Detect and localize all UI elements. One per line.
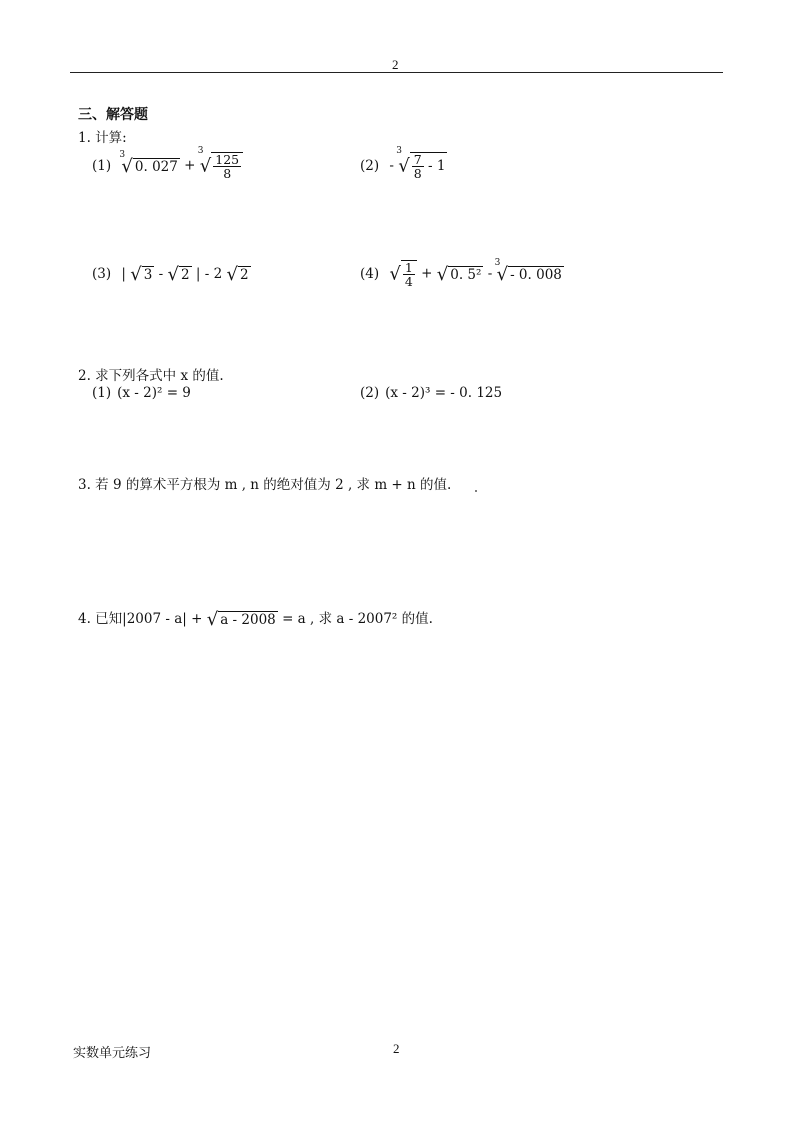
q4-stem: 4. 已知|2007 - a| + √ a - 2008 = a , 求 a - 2007² 的值. [78, 609, 433, 630]
q2-part2: (2) (x - 2)³ = - 0. 125 [360, 385, 503, 401]
section-title: 三、解答题 [78, 107, 148, 123]
q2-part1: (1) (x - 2)² = 9 [92, 385, 191, 401]
q1-part4-label: (4) [360, 265, 380, 282]
footer-page-number: 2 [393, 1041, 400, 1056]
q1-part4: (4) √ $\frac{1}{4}$ + √ 0. 5² - 3 √ - 0. 008 [360, 257, 562, 290]
cube-root-b: 3 √ $\frac{125}{8}$ [200, 152, 243, 180]
q2-stem: 2. 求下列各式中 x 的值. [78, 368, 224, 384]
q1-part1-label: (1) [92, 157, 112, 174]
q1-part3-label: (3) [92, 266, 112, 282]
scan-speck [475, 490, 477, 492]
q1-part2-label: (2) [360, 157, 380, 174]
header-rule [70, 72, 723, 73]
cube-root-c: 3 √ $\frac{7}{8}$ - 1 [396, 146, 446, 182]
q3-stem: 3. 若 9 的算术平方根为 m , n 的绝对值为 2 , 求 m + n 的值. [78, 477, 452, 493]
header-page-number: 2 [392, 57, 399, 72]
q1-stem: 1. 计算: [78, 130, 127, 146]
q1-part1: (1) 3 √ 0. 027 + 3 √ $\frac{125}{8}$ [92, 152, 243, 180]
q1-part2: (2) - 3 √ $\frac{7}{8}$ - 1 [360, 146, 446, 182]
cube-root-a: 3 √ 0. 027 [119, 149, 178, 177]
q1-part3: (3) | √ 3 - √ 2 | - 2 √ 2 [92, 264, 249, 285]
footer-title: 实数单元练习 [73, 1046, 152, 1061]
